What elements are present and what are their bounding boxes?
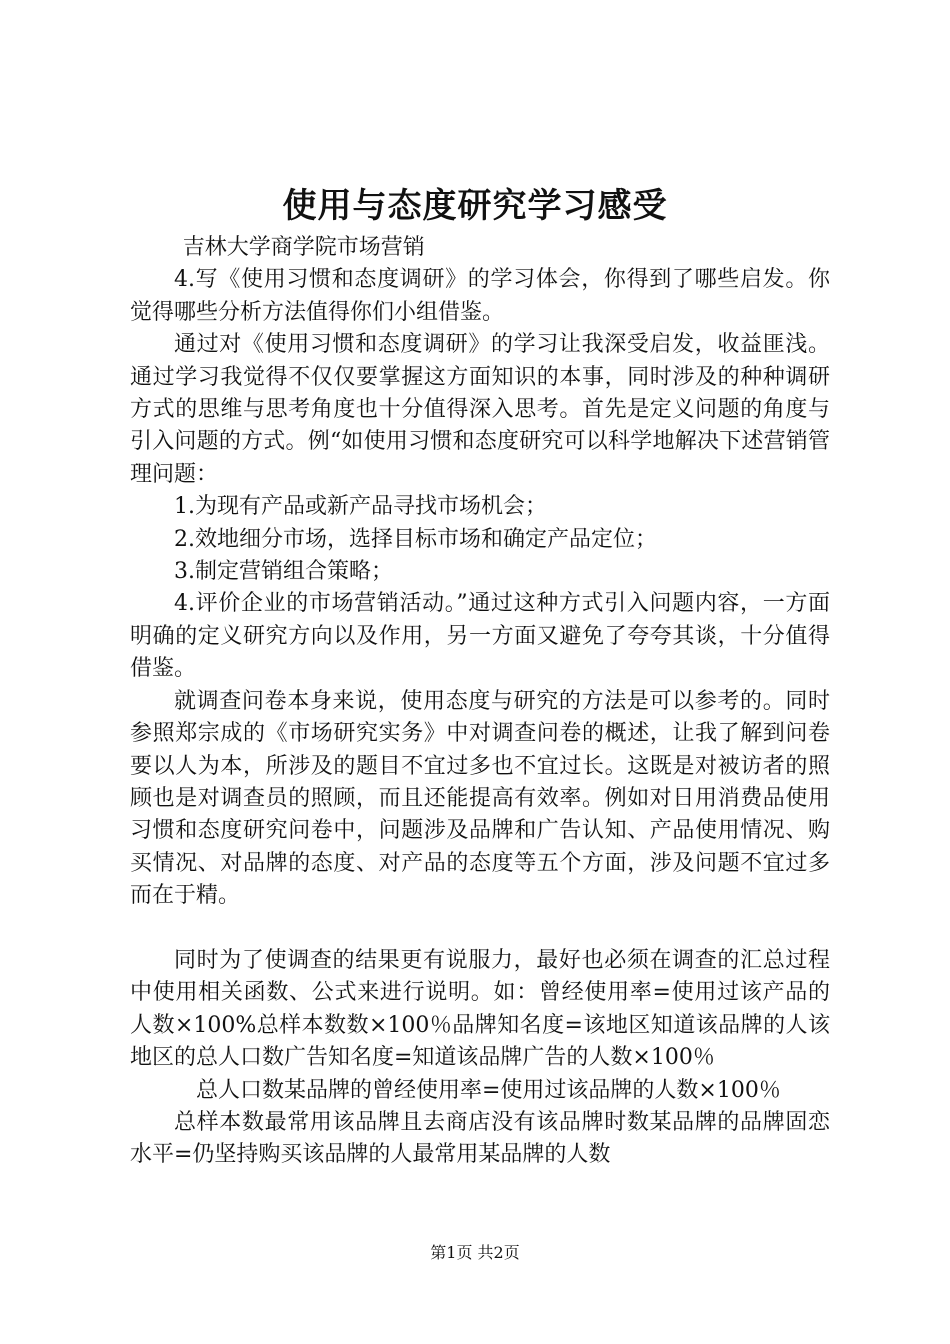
paragraph-question: 4.写《使用习惯和态度调研》的学习体会，你得到了哪些启发。你觉得哪些分析方法值得你们小组借鉴。: [130, 267, 830, 325]
list-item-2: 2.效地细分市场，选择目标市场和确定产品定位；: [174, 526, 657, 552]
affiliation-line: 吉林大学商学院市场营销: [182, 235, 425, 260]
document-title: 使用与态度研究学习感受: [282, 186, 668, 226]
paragraph-intro: 通过对《使用习惯和态度调研》的学习让我深受启发，收益匪浅。通过学习我觉得不仅仅要掌握这方面知识的本事，同时涉及的种种调研方式的思维与思考角度也十分值得深入思考。首先是定义问题的角度与引入问题的方式。例“如使用习惯和态度研究可以科学地解决下述营销管理问题：: [130, 332, 830, 487]
paragraph-spacer: [130, 913, 830, 945]
page-footer: 第1页 共2页: [430, 1243, 520, 1262]
list-item-3: 3.制定营销组合策略；: [174, 559, 393, 585]
paragraph-questionnaire: 就调查问卷本身来说，使用态度与研究的方法是可以参考的。同时参照郑宗成的《市场研究实务》中对调查问卷的概述，让我了解到问卷要以人为本，所涉及的题目不宜过多也不宜过长。这既是对被访者的照顾也是对调查员的照顾，而且还能提高有效率。例如对日用消费品使用习惯和态度研究问卷中，问题涉及品牌和广告认知、产品使用情况、购买情况、对品牌的态度、对产品的态度等五个方面，涉及问题不宜过多而在于精。: [130, 688, 830, 909]
paragraph-usage-rate: 总人口数某品牌的曾经使用率=使用过该品牌的人数×100％: [196, 1077, 781, 1103]
list-item-4: 4.评价企业的市场营销活动。”通过这种方式引入问题内容，一方面明确的定义研究方向以及作用，另一方面又避免了夸夸其谈，十分值得借鉴。: [130, 591, 830, 682]
paragraph-loyalty: 总样本数最常用该品牌且去商店没有该品牌时数某品牌的品牌固恋水平=仍坚持购买该品牌的人最常用某品牌的人数: [130, 1109, 830, 1168]
paragraph-formulas: 同时为了使调查的结果更有说服力，最好也必须在调查的汇总过程中使用相关函数、公式来进行说明。如：曾经使用率=使用过该产品的人数×100%总样本数数×100％品牌知名度=该地区知道该品牌的人该地区的总人口数广告知名度=知道该品牌广告的人数×100％: [130, 947, 830, 1071]
list-item-1: 1.为现有产品或新产品寻找市场机会；: [174, 494, 547, 520]
document-body: [130, 232, 830, 1172]
